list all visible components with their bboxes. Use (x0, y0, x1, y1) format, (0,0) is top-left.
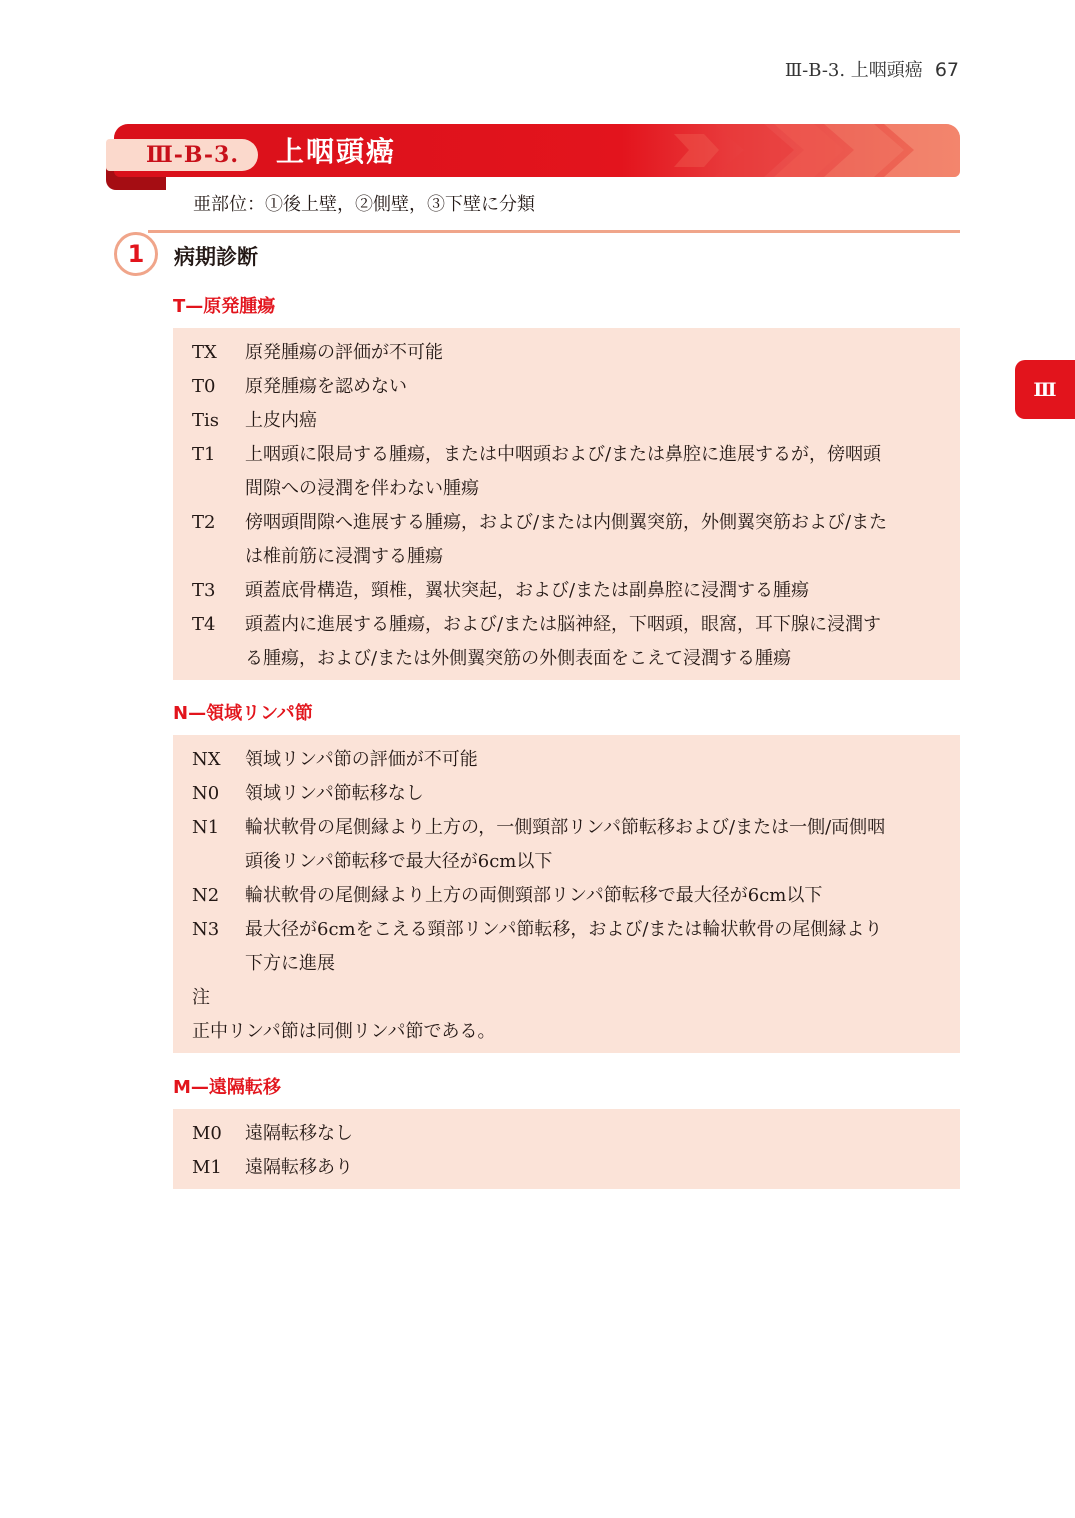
stage-code: T3 (192, 580, 216, 601)
stage-description: 上皮内癌 (245, 410, 317, 431)
table-row (192, 1117, 942, 1151)
chapter-tab[interactable]: Ⅲ (1015, 360, 1075, 419)
stage-code (192, 472, 245, 506)
stage-code: N3 (192, 919, 220, 940)
table-row (192, 370, 942, 404)
table-row (192, 472, 942, 506)
table-row (192, 879, 942, 913)
stage-description: 原発腫瘍を認めない (245, 376, 407, 397)
stage-code: T2 (192, 512, 216, 533)
stage-description: 原発腫瘍の評価が不可能 (245, 342, 443, 363)
running-head (785, 56, 959, 82)
table-row (192, 947, 942, 981)
stage-code: T1 (192, 444, 216, 465)
note-label: 注 (192, 987, 210, 1008)
stage-code: T0 (192, 376, 216, 397)
table-row (192, 743, 942, 777)
t-heading: T—原発腫瘍 (173, 296, 276, 317)
stage-description: 輪状軟骨の尾側縁より上方の，一側頸部リンパ節転移および/または一側/両側咽 (245, 817, 886, 838)
stage-code: M0 (192, 1123, 222, 1144)
stage-description: 領域リンパ節転移なし (245, 783, 424, 804)
stage-code (192, 540, 245, 574)
stage-code: NX (192, 749, 221, 770)
stage-description: 傍咽頭間隙へ進展する腫瘍，および/または内側翼突筋，外側翼突筋および/また (245, 512, 888, 533)
stage-description: 最大径が6cmをこえる頸部リンパ節転移，および/または輪状軟骨の尾側縁より (245, 919, 883, 940)
stage-code (192, 845, 245, 879)
table-row (192, 642, 942, 676)
stage-code: TX (192, 342, 217, 363)
stage-description: 間隙への浸潤を伴わない腫瘍 (245, 478, 479, 499)
table-row (192, 404, 942, 438)
stage-description: 遠隔転移あり (245, 1157, 353, 1178)
table-row (192, 336, 942, 370)
table-row (192, 777, 942, 811)
table-row (192, 608, 942, 642)
banner-label: Ⅲ-B-3. (106, 139, 258, 171)
table-row (192, 540, 942, 574)
stage-description: 頭蓋内に進展する腫瘍，および/または脳神経，下咽頭，眼窩，耳下腺に浸潤す (245, 614, 882, 635)
m-heading: M—遠隔転移 (173, 1077, 281, 1098)
table-row (192, 913, 942, 947)
stage-description: 頭蓋底骨構造，頸椎，翼状突起，および/または副鼻腔に浸潤する腫瘍 (245, 580, 810, 601)
section-title: 病期診断 (174, 245, 258, 269)
stage-description: 輪状軟骨の尾側縁より上方の両側頸部リンパ節転移で最大径が6cm以下 (245, 885, 823, 906)
table-row (192, 438, 942, 472)
n-heading: N—領域リンパ節 (173, 703, 313, 724)
stage-code (192, 642, 245, 676)
stage-description: 頭後リンパ節転移で最大径が6cm以下 (245, 851, 553, 872)
subsite-text: 亜部位：①後上壁，②側壁，③下壁に分類 (193, 194, 535, 215)
note-text: 正中リンパ節は同側リンパ節である。 (192, 1021, 496, 1042)
stage-description: 下方に進展 (245, 953, 335, 974)
section-number: 1 (114, 232, 158, 276)
stage-code: M1 (192, 1157, 222, 1178)
page-title: 上咽頭癌 (276, 135, 397, 168)
stage-description: 上咽頭に限局する腫瘍，または中咽頭および/または鼻腔に進展するが，傍咽頭 (245, 444, 882, 465)
table-row (192, 574, 942, 608)
table-row (192, 506, 942, 540)
stage-description: は椎前筋に浸潤する腫瘍 (245, 546, 443, 567)
stage-code: N1 (192, 817, 220, 838)
stage-description: 領域リンパ節の評価が不可能 (245, 749, 478, 770)
stage-code (192, 947, 245, 981)
n-table (173, 735, 960, 1053)
chapter-banner (106, 124, 960, 190)
table-row (192, 1151, 942, 1185)
table-row (192, 845, 942, 879)
stage-code: N0 (192, 783, 220, 804)
section-divider (148, 230, 960, 233)
table-row (192, 811, 942, 845)
stage-code: N2 (192, 885, 220, 906)
stage-description: る腫瘍，および/または外側翼突筋の外側表面をこえて浸潤する腫瘍 (245, 648, 792, 669)
page-number: 67 (934, 59, 959, 81)
m-table (173, 1109, 960, 1189)
stage-code: Tis (192, 410, 219, 431)
stage-description: 遠隔転移なし (245, 1123, 353, 1144)
running-head-title: Ⅲ-B-3. 上咽頭癌 (784, 60, 923, 81)
stage-code: T4 (192, 614, 216, 635)
t-table (173, 328, 960, 680)
